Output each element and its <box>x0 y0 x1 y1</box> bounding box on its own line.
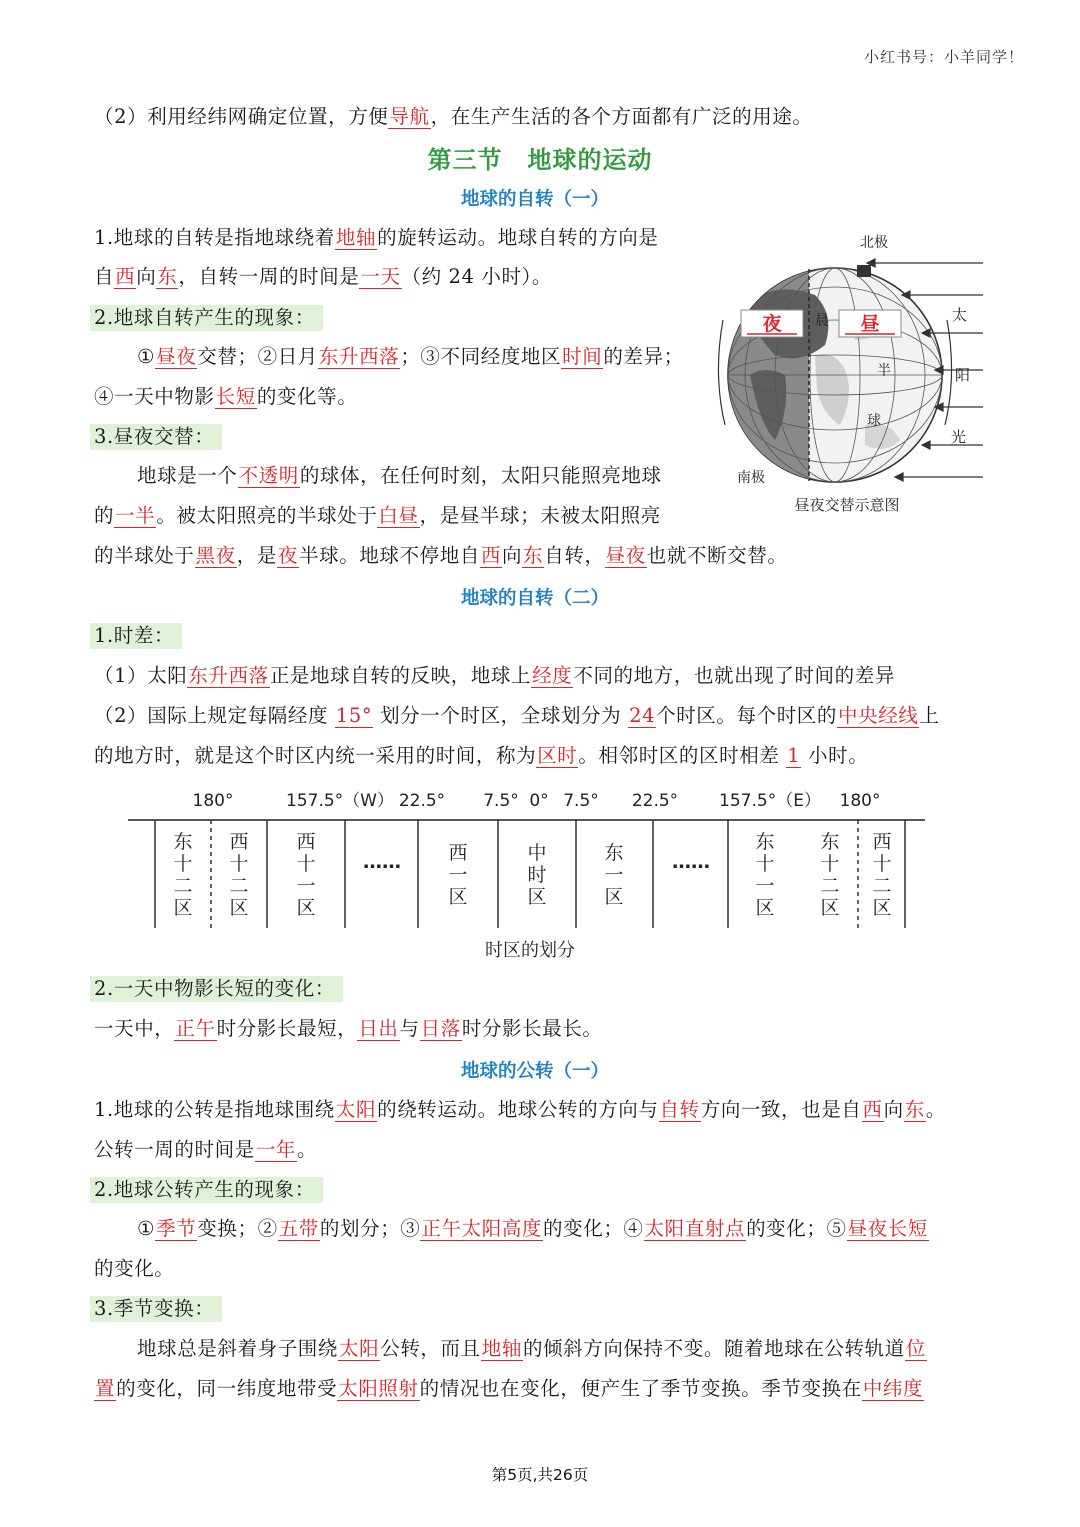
north-pole-label: 北极 <box>860 235 888 251</box>
globe-char: 半 <box>877 363 891 379</box>
globe-char: 晨 <box>815 313 829 329</box>
answer-blank: 地轴 <box>335 226 377 249</box>
subheading: 3.昼夜交替： <box>94 423 222 451</box>
answer-blank: 长短 <box>215 385 256 408</box>
answer-blank: 导航 <box>389 105 430 128</box>
answer-blank: 五带 <box>278 1217 319 1240</box>
answer-blank: 季节 <box>156 1217 197 1240</box>
subsection-title-rotation-2: 地球的自转（二） <box>460 588 609 609</box>
south-pole-label: 南极 <box>737 470 765 486</box>
rotation-arrow-right <box>945 320 952 425</box>
answer-blank: 夜 <box>277 544 299 567</box>
answer-blank: 正午太阳高度 <box>421 1217 543 1240</box>
answer-blank: 地轴 <box>481 1337 522 1360</box>
watermark: 小红书号：小羊同学！ <box>864 48 1025 66</box>
answer-blank: 白昼 <box>378 504 419 527</box>
time-zone-caption: 时区的划分 <box>485 940 575 961</box>
paragraph-line: 自西向东，自转一周的时间是一天（约 24 小时）。 <box>94 265 553 288</box>
day-label: 昼 <box>860 313 880 335</box>
sun-label: 太 <box>952 306 968 324</box>
globe-char: 球 <box>867 413 881 429</box>
paragraph-line: 1.地球的公转是指地球围绕太阳的绕转运动。地球公转的方向与自转方向一致，也是自西向东。 <box>94 1098 946 1121</box>
time-zone-label: …… <box>363 851 401 873</box>
subsection-title-revolution-1: 地球的公转（一） <box>460 1061 609 1082</box>
answer-blank: 西 <box>115 265 136 288</box>
answer-blank: 区时 <box>537 744 578 767</box>
answer-blank: 日落 <box>420 1017 461 1040</box>
subheading: 2.地球公转产生的现象： <box>94 1176 323 1204</box>
longitude-label: 157.5°（W） <box>286 791 394 811</box>
answer-blank: 昼夜长短 <box>847 1217 928 1240</box>
longitude-label: 0° <box>529 791 549 811</box>
subheading: 1.时差： <box>94 622 182 650</box>
time-zone-diagram <box>120 783 940 968</box>
paragraph-line: 地球是一个不透明的球体，在任何时刻，太阳只能照亮地球 <box>137 464 662 487</box>
answer-blank: 自转 <box>659 1098 700 1121</box>
answer-blank: 时间 <box>562 345 603 368</box>
answer-blank: 正午 <box>175 1017 216 1040</box>
longitude-label: 180° <box>839 791 881 811</box>
paragraph-line: ①季节变换；②五带的划分；③正午太阳高度的变化；④太阳直射点的变化；⑤昼夜长短 <box>137 1217 928 1240</box>
time-zone-label: 中时区 <box>527 842 547 908</box>
sun-label: 光 <box>951 428 967 446</box>
answer-blank: 太阳 <box>339 1337 380 1360</box>
rotation-arrow-left <box>718 320 725 425</box>
longitude-label: 157.5°（E） <box>719 791 821 811</box>
text: （2）利用经纬网确定位置，方便 <box>94 105 389 128</box>
answer-blank: 不透明 <box>238 464 299 487</box>
answer-blank: 西 <box>862 1098 883 1121</box>
subheading: 2.地球自转产生的现象： <box>94 304 323 332</box>
paragraph-line: 一天中，正午时分影长最短，日出与日落时分影长最长。 <box>94 1017 603 1040</box>
answer-blank: 位 <box>905 1337 926 1360</box>
time-zone-label: 东十二区 <box>173 831 193 919</box>
answer-blank: 中央经线 <box>838 704 919 727</box>
time-zone-label: 东十一区 <box>755 831 775 919</box>
paragraph-line: 置的变化，同一纬度地带受太阳照射的情况也在变化，便产生了季节变换。季节变换在中纬度 <box>95 1377 924 1400</box>
answer-blank: 中纬度 <box>862 1377 924 1400</box>
paragraph-line: 的变化。 <box>94 1257 175 1280</box>
paragraph-line: 1.地球的自转是指地球绕着地轴的旋转运动。地球自转的方向是 <box>94 226 659 249</box>
answer-blank: 一半 <box>115 504 156 527</box>
answer-blank: 一年 <box>255 1138 297 1161</box>
paragraph-line: 的一半。被太阳照亮的半球处于白昼，是昼半球；未被太阳照亮 <box>94 504 661 527</box>
globe-caption: 昼夜交替示意图 <box>794 496 900 514</box>
answer-blank: 东升西落 <box>188 664 269 687</box>
paragraph-line: ④一天中物影长短的变化等。 <box>94 385 358 408</box>
paragraph-line: 的半球处于黑夜，是夜半球。地球不停地自西向东自转，昼夜也就不断交替。 <box>94 544 788 567</box>
subheading: 2.一天中物影长短的变化： <box>94 975 343 1003</box>
answer-blank: 日出 <box>358 1017 399 1040</box>
intro-line <box>94 103 813 131</box>
text: ，在生产生活的各个方面都有广泛的用途。 <box>430 105 813 128</box>
page-number: 第5页,共26页 <box>491 1466 589 1484</box>
time-zone-label: 东一区 <box>604 842 624 908</box>
answer-blank: 太阳照射 <box>338 1377 419 1400</box>
answer-blank: 东升西落 <box>318 345 400 368</box>
longitude-label: 22.5° <box>631 791 679 811</box>
time-zone-label: 东十二区 <box>820 831 840 919</box>
time-zone-label: 西十二区 <box>229 831 249 919</box>
north-pole-marker <box>857 265 871 277</box>
paragraph-line: 公转一周的时间是一年。 <box>94 1138 318 1161</box>
time-zone-label: 西十二区 <box>872 831 892 919</box>
answer-blank: 黑夜 <box>195 544 236 567</box>
paragraph-line: （1）太阳东升西落正是地球自转的反映，地球上经度不同的地方，也就出现了时间的差异 <box>94 664 895 687</box>
night-label: 夜 <box>762 313 782 335</box>
paragraph-line: ①昼夜交替；②日月东升西落；③不同经度地区时间的差异； <box>137 345 684 368</box>
answer-blank: 昼夜 <box>156 345 197 368</box>
answer-blank: 15° <box>335 704 373 727</box>
answer-blank: 太阳直射点 <box>644 1217 746 1240</box>
longitude-label: 7.5° <box>483 791 519 811</box>
answer-blank: 24 <box>629 704 656 727</box>
answer-blank: 东 <box>523 544 544 567</box>
paragraph-line: 地球总是斜着身子围绕太阳公转，而且地轴的倾斜方向保持不变。随着地球在公转轨道位 <box>137 1337 926 1360</box>
paragraph-line: 的地方时，就是这个时区内统一采用的时间，称为区时。相邻时区的区时相差 1 小时。 <box>94 744 869 767</box>
zone-labels <box>173 831 891 919</box>
longitude-label: 22.5° <box>398 791 446 811</box>
sun-label: 阳 <box>955 366 971 384</box>
answer-blank: 置 <box>95 1377 116 1400</box>
longitude-label: 7.5° <box>563 791 599 811</box>
time-zone-label: …… <box>672 851 710 873</box>
section-title: 第三节 地球的运动 <box>427 146 653 174</box>
subsection-title-rotation-1: 地球的自转（一） <box>460 189 609 210</box>
longitude-label: 180° <box>192 791 234 811</box>
answer-blank: 西 <box>480 544 502 567</box>
subheading: 3.季节变换： <box>94 1295 222 1323</box>
answer-blank: 经度 <box>532 664 573 687</box>
answer-blank: 太阳 <box>335 1098 377 1121</box>
answer-blank: 东 <box>904 1098 925 1121</box>
paragraph-line: （2）国际上规定每隔经度 15° 划分一个时区，全球划分为 24个时区。每个时区的中央经线上 <box>94 704 940 727</box>
answer-blank: 一天 <box>360 265 401 288</box>
time-zone-label: 西一区 <box>448 842 468 908</box>
time-zone-label: 西十一区 <box>296 831 316 919</box>
answer-blank: 昼夜 <box>605 544 646 567</box>
answer-blank: 东 <box>157 265 178 288</box>
answer-blank: 1 <box>787 744 801 767</box>
day-night-globe-figure <box>705 225 995 525</box>
